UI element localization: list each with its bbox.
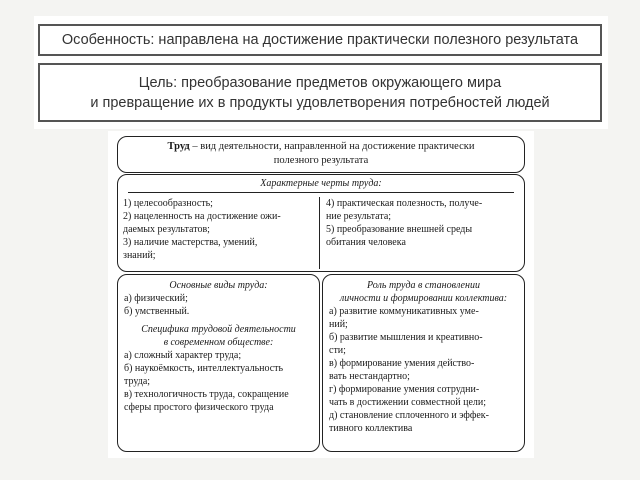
role-item: в) формирование умения действо-	[329, 358, 475, 369]
traits-heading: Характерные черты труда:	[128, 175, 514, 193]
trait-line: обитания человека	[326, 237, 406, 248]
definition-line-1: – вид деятельности, направленной на достижение практически	[189, 141, 475, 152]
goal-line-2: и превращение их в продукты удовлетворения потребностей людей	[90, 95, 550, 111]
labor-diagram	[108, 131, 534, 458]
role-item: чать в достижении совместной цели;	[329, 397, 487, 408]
traits-right-column	[326, 197, 522, 249]
trait-line: 4) практическая полезность, получе-	[326, 198, 483, 209]
role-item: б) развитие мышления и креативно-	[329, 332, 483, 343]
definition-box	[117, 136, 525, 173]
types-heading: Основные виды труда:	[169, 280, 268, 291]
trait-line: 3) наличие мастерства, умений,	[123, 237, 258, 248]
traits-box	[117, 174, 525, 272]
trait-line: знаний;	[123, 250, 156, 261]
role-item: д) становление сплоченного и эффек-	[329, 410, 489, 421]
trait-line: 2) нацеленность на достижение ожи-	[123, 211, 281, 222]
role-item: ний;	[329, 319, 348, 330]
trait-line: 1) целесообразность;	[123, 198, 213, 209]
role-item: а) развитие коммуникативных уме-	[329, 306, 479, 317]
role-item: г) формирование умения сотрудни-	[329, 384, 480, 395]
spec-item: б) наукоёмкость, интеллектуальность	[124, 363, 284, 374]
goal-line-1: Цель: преобразование предметов окружающего мира	[138, 75, 502, 91]
traits-left-column	[123, 197, 313, 262]
goal-box	[38, 63, 602, 122]
role-heading-1: Роль труда в становлении	[367, 280, 480, 291]
definition-line-2: полезного результата	[273, 155, 369, 166]
role-box	[322, 274, 525, 452]
feature-text: Особенность: направлена на достижение практически полезного результата	[61, 32, 579, 48]
type-item: а) физический;	[124, 293, 188, 304]
role-item: сти;	[329, 345, 346, 356]
spec-heading-2: в современном обществе:	[163, 337, 274, 348]
trait-line: даемых результатов;	[123, 224, 210, 235]
types-box	[117, 274, 320, 452]
spec-item: в) технологичность труда, сокращение	[124, 389, 289, 400]
role-item: тивного коллектива	[329, 423, 413, 434]
spec-item: сферы простого физического труда	[124, 402, 274, 413]
role-heading-2: личности и формировании коллектива:	[339, 293, 508, 304]
role-item: вать нестандартно;	[329, 371, 410, 382]
definition-term: Труд	[167, 141, 190, 152]
spec-item: а) сложный характер труда;	[124, 350, 242, 361]
spec-heading-1: Специфика трудовой деятельности	[141, 324, 296, 335]
column-divider	[319, 197, 320, 269]
feature-box	[38, 24, 602, 56]
trait-line: ние результата;	[326, 211, 392, 222]
top-panel	[34, 16, 608, 129]
type-item: б) умственный.	[124, 306, 190, 317]
spec-item: труда;	[124, 376, 151, 387]
trait-line: 5) преобразование внешней среды	[326, 224, 473, 235]
